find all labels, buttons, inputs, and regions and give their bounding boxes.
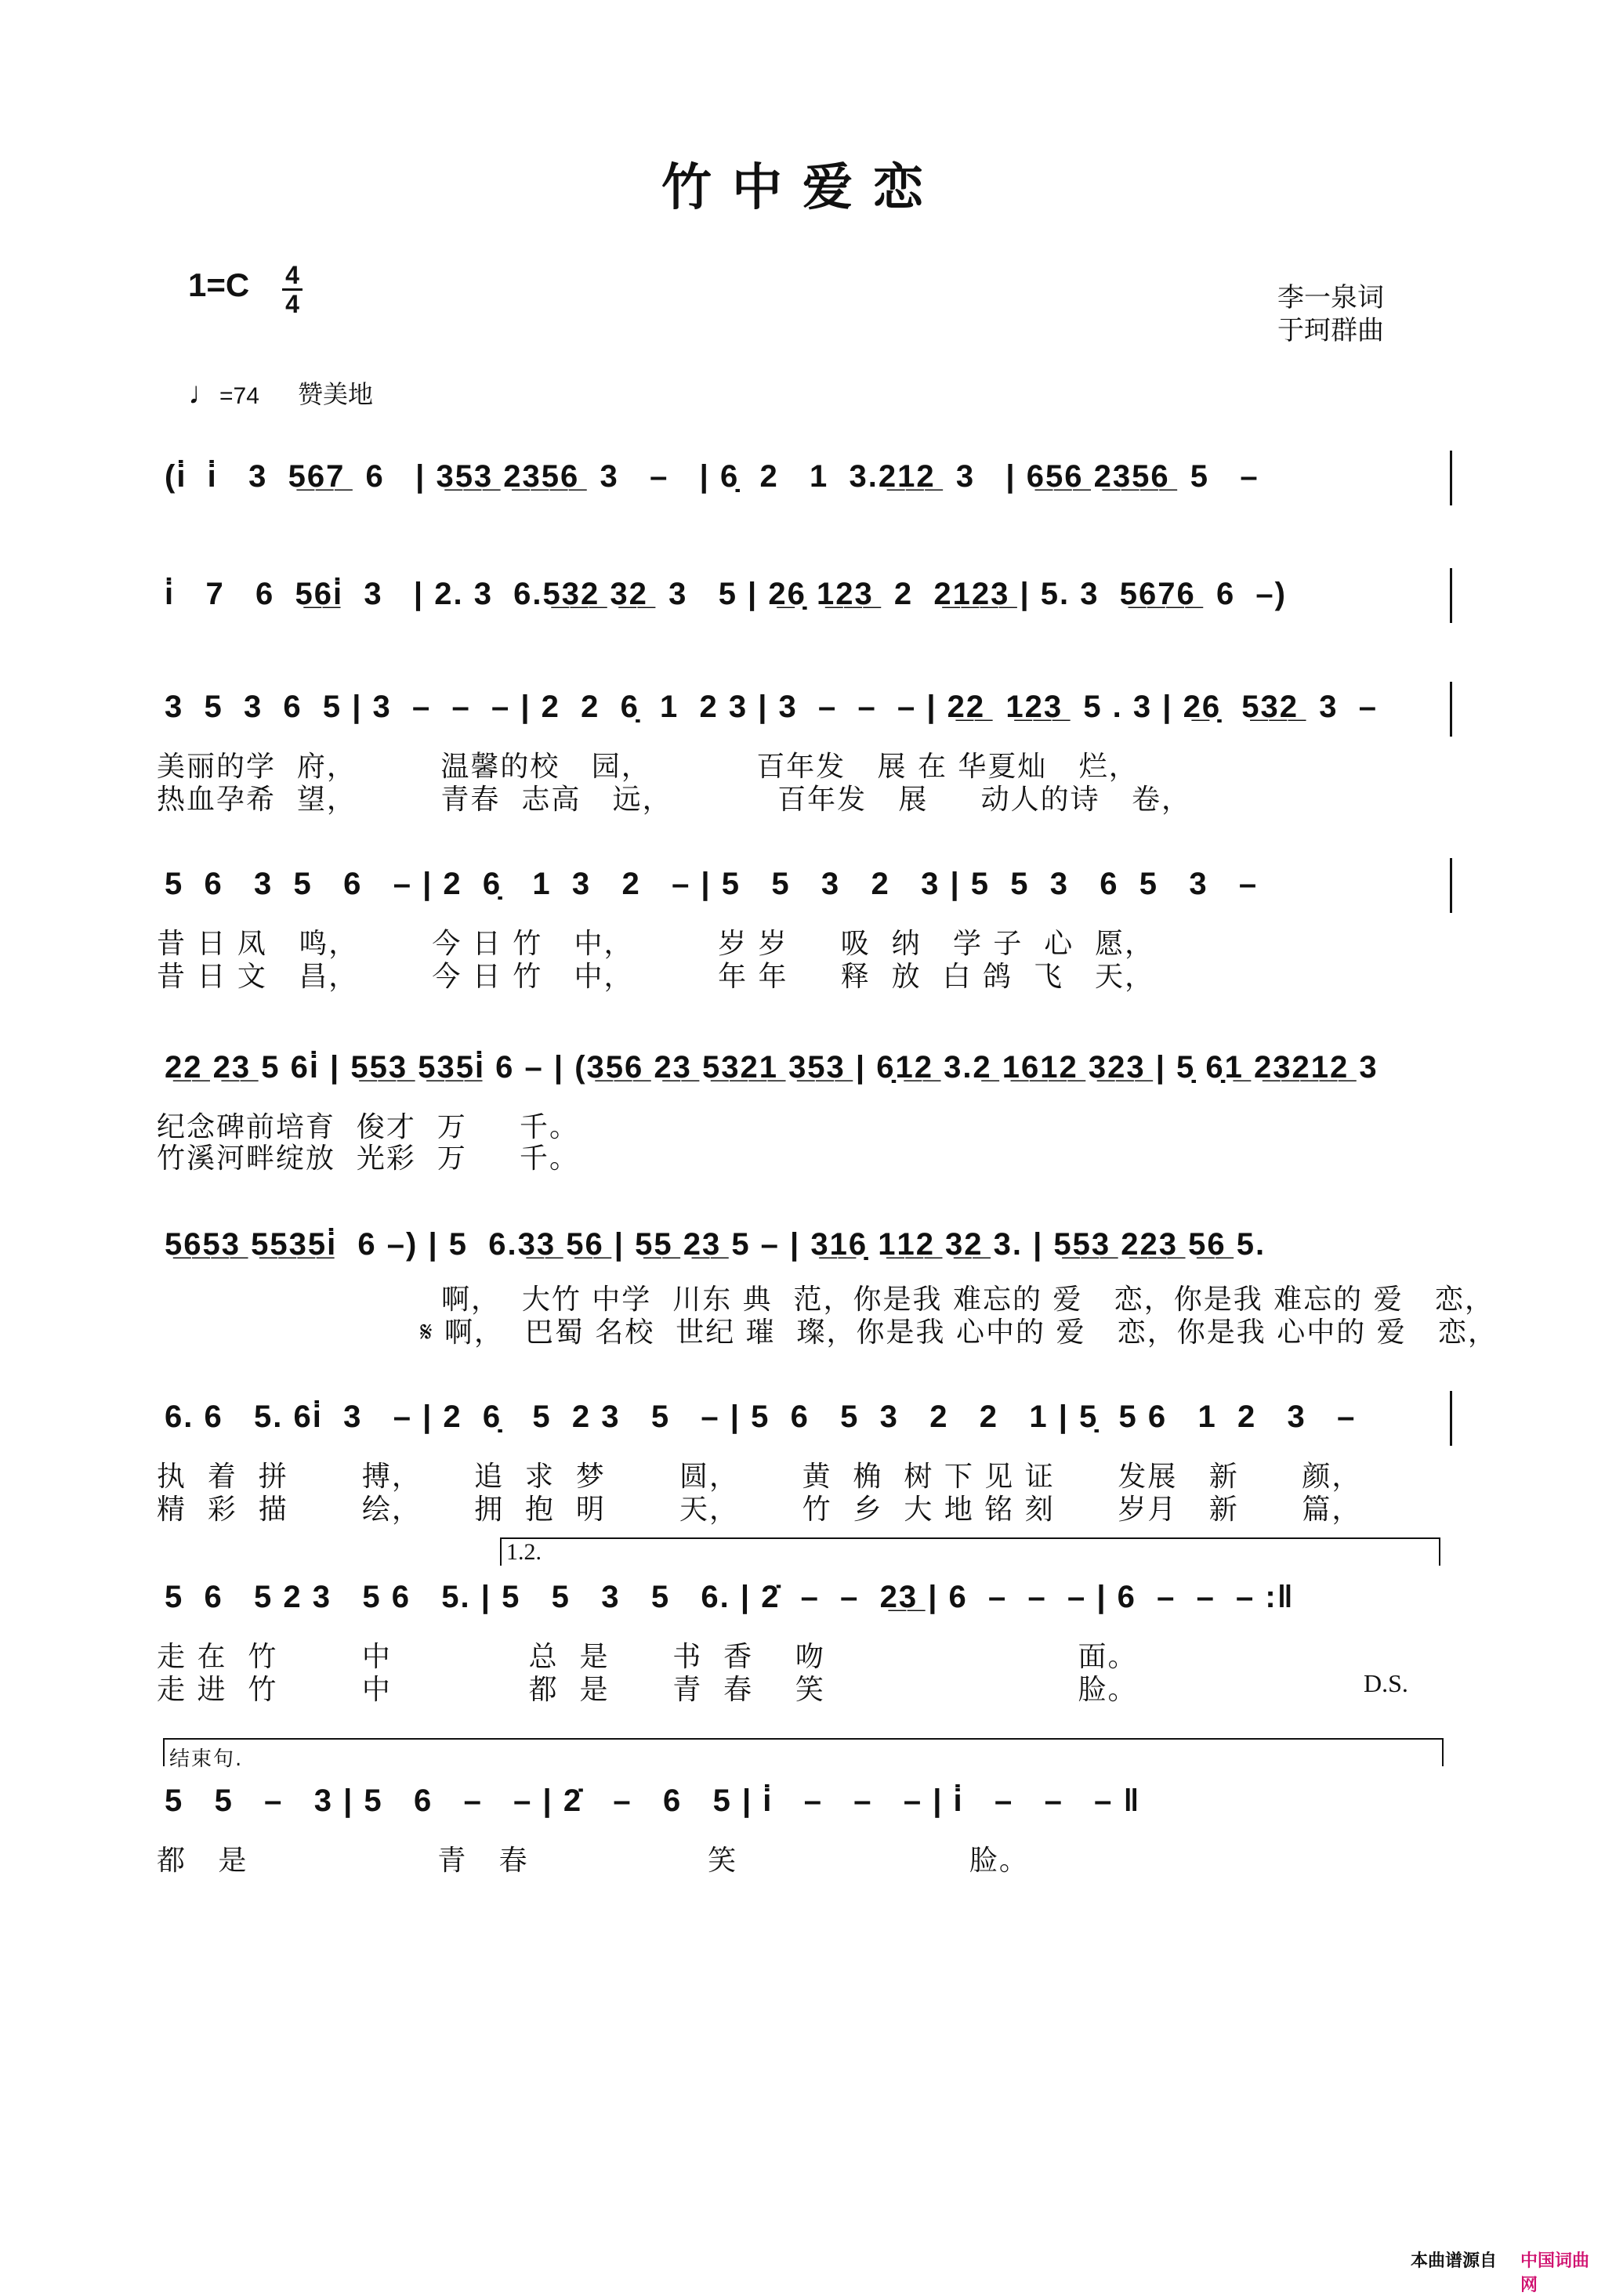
footer-source-label: 本曲谱源自 [1411, 2251, 1498, 2271]
tempo-marking [188, 376, 259, 411]
music-line-3: 3 5 3 6 5 | 3 – – – | 2 2 6̣ 1 2 3 | 3 – – – | 2̲2̲ 1̲2̲3̲ 5 . 3 | 2̲6̣ 5̲3̲2̲ 3 – [165, 690, 1378, 724]
time-signature-top: 4 [285, 261, 299, 289]
lyric-line-6a: 啊， 大竹 中学 川东 典 范，你是我 难忘的 爱 恋，你是我 难忘的 爱 恋， [157, 1284, 1494, 1316]
lyricist-credit: 李一泉词 [1277, 282, 1384, 313]
barline [1450, 858, 1452, 913]
song-title: 竹中爱恋 [661, 158, 944, 217]
footer-site-name[interactable]: 中国词曲网 [1520, 2251, 1590, 2295]
music-line-6: 5̲6̲5̲3̲ 5̲5̲3̲5̲i̇ 6 –) | 5 6.3̲3̲ 5̲6̲ | 5̲5̲ 2̲3̲ 5 – | 3̲1̲6̣ 1̲1̲2̲ 3̲2̲ 3. | 5̲5̲3̲ 2̲2̲3̲ 5̲6̲ 5. [165, 1227, 1266, 1262]
volta-bracket [500, 1537, 1440, 1539]
tempo-value: =74 [219, 383, 259, 409]
lyric-line-5a: 纪念碑前培育 俊才 万 千。 [157, 1111, 579, 1143]
lyric-line-6b: 𝄋 啊， 巴蜀 名校 世纪 璀 璨，你是我 心中的 爱 恋，你是我 心中的 爱 恋， [157, 1316, 1498, 1349]
barline [1450, 1391, 1452, 1446]
barline [1450, 568, 1452, 623]
lyric-line-8a: 走 在 竹 中 总 是 书 香 吻 面。 [157, 1641, 1138, 1673]
time-signature [282, 263, 303, 316]
ending-label: 结束句. [169, 1747, 244, 1771]
dal-segno-mark: D.S. [1364, 1669, 1408, 1697]
music-line-1: (i̇ i̇ 3 5̲6̲7̲ 6 | 3̲5̲3̲ 2̲3̲5̲6̲ 3 – | 6̣ 2 1 3.2̲1̲2̲ 3 | 6̲5̲6̲ 2̲3̲5̲6̲ 5 – [165, 459, 1259, 494]
music-line-8: 5 6 5 2 3 5 6 5. | 5 5 3 5 6. | 2̇ – – 2̲3̲ | 6 – – – | 6 – – – :‖ [165, 1580, 1295, 1614]
lyric-line-7a: 执 着 拼 搏， 追 求 梦 圆， 黄 桷 树 下 见 证 发展 新 颜， [157, 1461, 1362, 1493]
barline [1450, 451, 1452, 505]
lyric-line-3a: 美丽的学 府， 温馨的校 园， 百年发 展 在 华夏灿 烂， [157, 751, 1139, 783]
music-line-9: 5 5 – 3 | 5 6 – – | 2̇ – 6 5 | i̇ – – – | i̇ – – – ‖ [165, 1784, 1141, 1818]
composer-credit: 于珂群曲 [1277, 315, 1384, 346]
quarter-note-icon: ♩ [188, 376, 219, 411]
volta-label: 1.2. [506, 1539, 542, 1565]
music-line-2: i̇ 7 6 5̲6̲i̇ 3 | 2. 3 6.5̲3̲2̲ 3̲2̲ 3 5 | 2̲6̣ 1̲2̲3̲ 2 2̲1̲2̲3̲ | 5. 3 5̲6̲7̲6̲ 6 –) [165, 577, 1287, 611]
lyric-line-8b: 走 进 竹 中 都 是 青 春 笑 脸。 [157, 1674, 1138, 1706]
lyric-line-3b: 热血孕希 望， 青春 志高 远， 百年发 展 动人的诗 卷， [157, 784, 1191, 816]
music-line-5: 2̲2̲ 2̲3̲ 5 6i̇ | 5̲5̲3̲ 5̲3̲5̲i̇ 6 – | (3̲5̲6̲ 2̲3̲ 5̲3̲2̲1̲ 3̲5̲3̲ | 6̣1̲2̲ 3.2̲ 1̲6̲1̲2̲ 3̲2̲3̲ | 5̣ 6̣1̲ 2̲3̲2̲1̲2̲ 3 [165, 1050, 1379, 1085]
lyric-line-4b: 昔 日 文 昌， 今 日 竹 中， 年 年 释 放 白 鸽 飞 天， [157, 961, 1155, 993]
key-signature: 1=C [188, 266, 250, 303]
barline [1450, 682, 1452, 737]
expression-marking: 赞美地 [298, 379, 374, 409]
ending-bracket [163, 1738, 1444, 1740]
lyric-line-4a: 昔 日 凤 鸣， 今 日 竹 中， 岁 岁 吸 纳 学 子 心 愿， [157, 928, 1155, 960]
lyric-line-9a: 都 是 青 春 笑 脸。 [157, 1845, 1029, 1877]
music-line-7: 6. 6 5. 6i̇ 3 – | 2 6̣ 5 2 3 5 – | 5 6 5 3 2 2 1 | 5̣ 5 6 1 2 3 – [165, 1400, 1357, 1434]
time-signature-bottom: 4 [285, 290, 299, 318]
music-line-4: 5 6 3 5 6 – | 2 6̣ 1 3 2 – | 5 5 3 2 3 | 5 5 3 6 5 3 – [165, 867, 1259, 901]
lyric-line-5b: 竹溪河畔绽放 光彩 万 千。 [157, 1143, 579, 1175]
lyric-line-7b: 精 彩 描 绘， 拥 抱 明 天， 竹 乡 大 地 铭 刻 岁月 新 篇， [157, 1494, 1362, 1526]
